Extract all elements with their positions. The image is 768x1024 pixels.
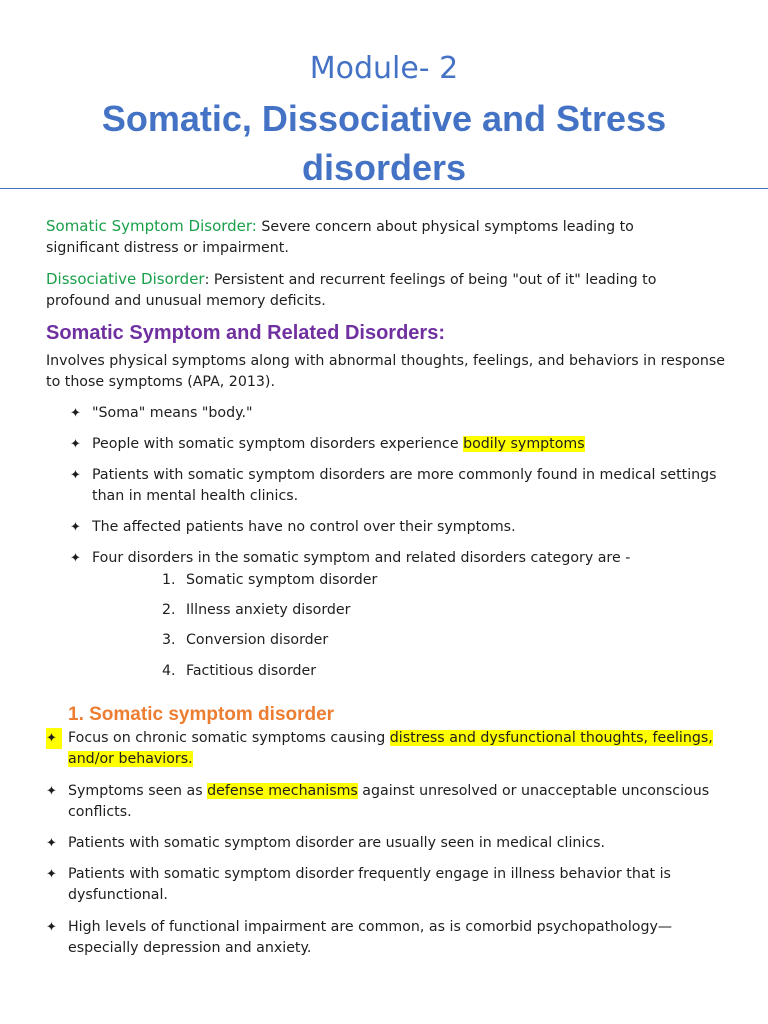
section-intro [46, 351, 726, 393]
numbered-item: 4. Factitious disorder [162, 663, 317, 679]
list-item: ✦ Patients with somatic symptom disorder are usually seen in medical clinics. [46, 833, 726, 854]
four-point-star-icon: ✦ [46, 728, 62, 749]
list-item: ✦ Patients with somatic symptom disorder frequently engage in illness behavior that is dysfunctional. [46, 866, 671, 903]
definition-text-cont: profound and unusual memory deficits. [46, 293, 326, 309]
list-item: ✦ The affected patients have no control over their symptoms. [70, 517, 730, 538]
four-point-star-icon: ✦ [46, 867, 57, 882]
title-divider [0, 188, 768, 189]
section-heading: Somatic Symptom and Related Disorders: [46, 322, 445, 344]
list-item: ✦ High levels of functional impairment are common, as is comorbid psychopathology— especially depression and anxiety. [46, 919, 673, 956]
definition-somatic [46, 216, 726, 259]
definition-term: Somatic Symptom Disorder: [46, 217, 257, 235]
highlighted-text: and/or behaviors. [68, 751, 193, 767]
list-item: ✦ People with somatic symptom disorders experience bodily symptoms [70, 434, 730, 455]
numbered-item: 2. Illness anxiety disorder [162, 602, 351, 618]
four-point-star-icon: ✦ [46, 784, 57, 799]
numbered-item: 1. Somatic symptom disorder [162, 572, 378, 588]
list-item: ✦ Symptoms seen as defense mechanisms against unresolved or unacceptable unconscious conflicts. [46, 783, 710, 820]
list-item: ✦ Patients with somatic symptom disorders are more commonly found in medical settings than in mental health clinics. [70, 467, 717, 504]
definition-text: : Persistent and recurrent feelings of being "out of it" leading to [204, 272, 657, 288]
list-item: ✦ Focus on chronic somatic symptoms causing distress and dysfunctional thoughts, feelings, and/or behaviors. [46, 730, 713, 767]
definition-term: Dissociative Disorder [46, 270, 205, 288]
numbered-item: 3. Conversion disorder [162, 632, 329, 648]
four-point-star-icon: ✦ [70, 437, 81, 452]
definition-dissociative [46, 269, 726, 312]
four-point-star-icon: ✦ [46, 836, 57, 851]
page-title-line-2: disorders [301, 147, 467, 188]
subsection-heading: 1. Somatic symptom disorder [68, 704, 335, 725]
four-point-star-icon: ✦ [70, 551, 81, 566]
list-item: ✦ "Soma" means "body." [70, 403, 730, 424]
page-title-line-1: Somatic, Dissociative and Stress [101, 98, 667, 139]
four-point-star-icon: ✦ [70, 520, 81, 535]
section-intro-line-1: Involves physical symptoms along with abnormal thoughts, feelings, and behaviors in response [46, 353, 726, 369]
definition-text: Severe concern about physical symptoms leading to [256, 219, 634, 235]
module-label: Module- 2 [309, 51, 459, 86]
definition-text-cont: significant distress or impairment. [46, 240, 289, 256]
four-point-star-icon: ✦ [46, 920, 57, 935]
highlighted-text: bodily symptoms [463, 436, 585, 452]
four-point-star-icon: ✦ [70, 468, 81, 483]
page-title [0, 94, 768, 192]
highlighted-text: defense mechanisms [207, 783, 358, 799]
highlighted-text: distress and dysfunctional thoughts, feelings, [389, 730, 713, 746]
section-intro-line-2: to those symptoms (APA, 2013). [46, 374, 275, 390]
list-item: ✦ Four disorders in the somatic symptom and related disorders category are - [70, 548, 730, 569]
four-point-star-icon: ✦ [70, 406, 81, 421]
